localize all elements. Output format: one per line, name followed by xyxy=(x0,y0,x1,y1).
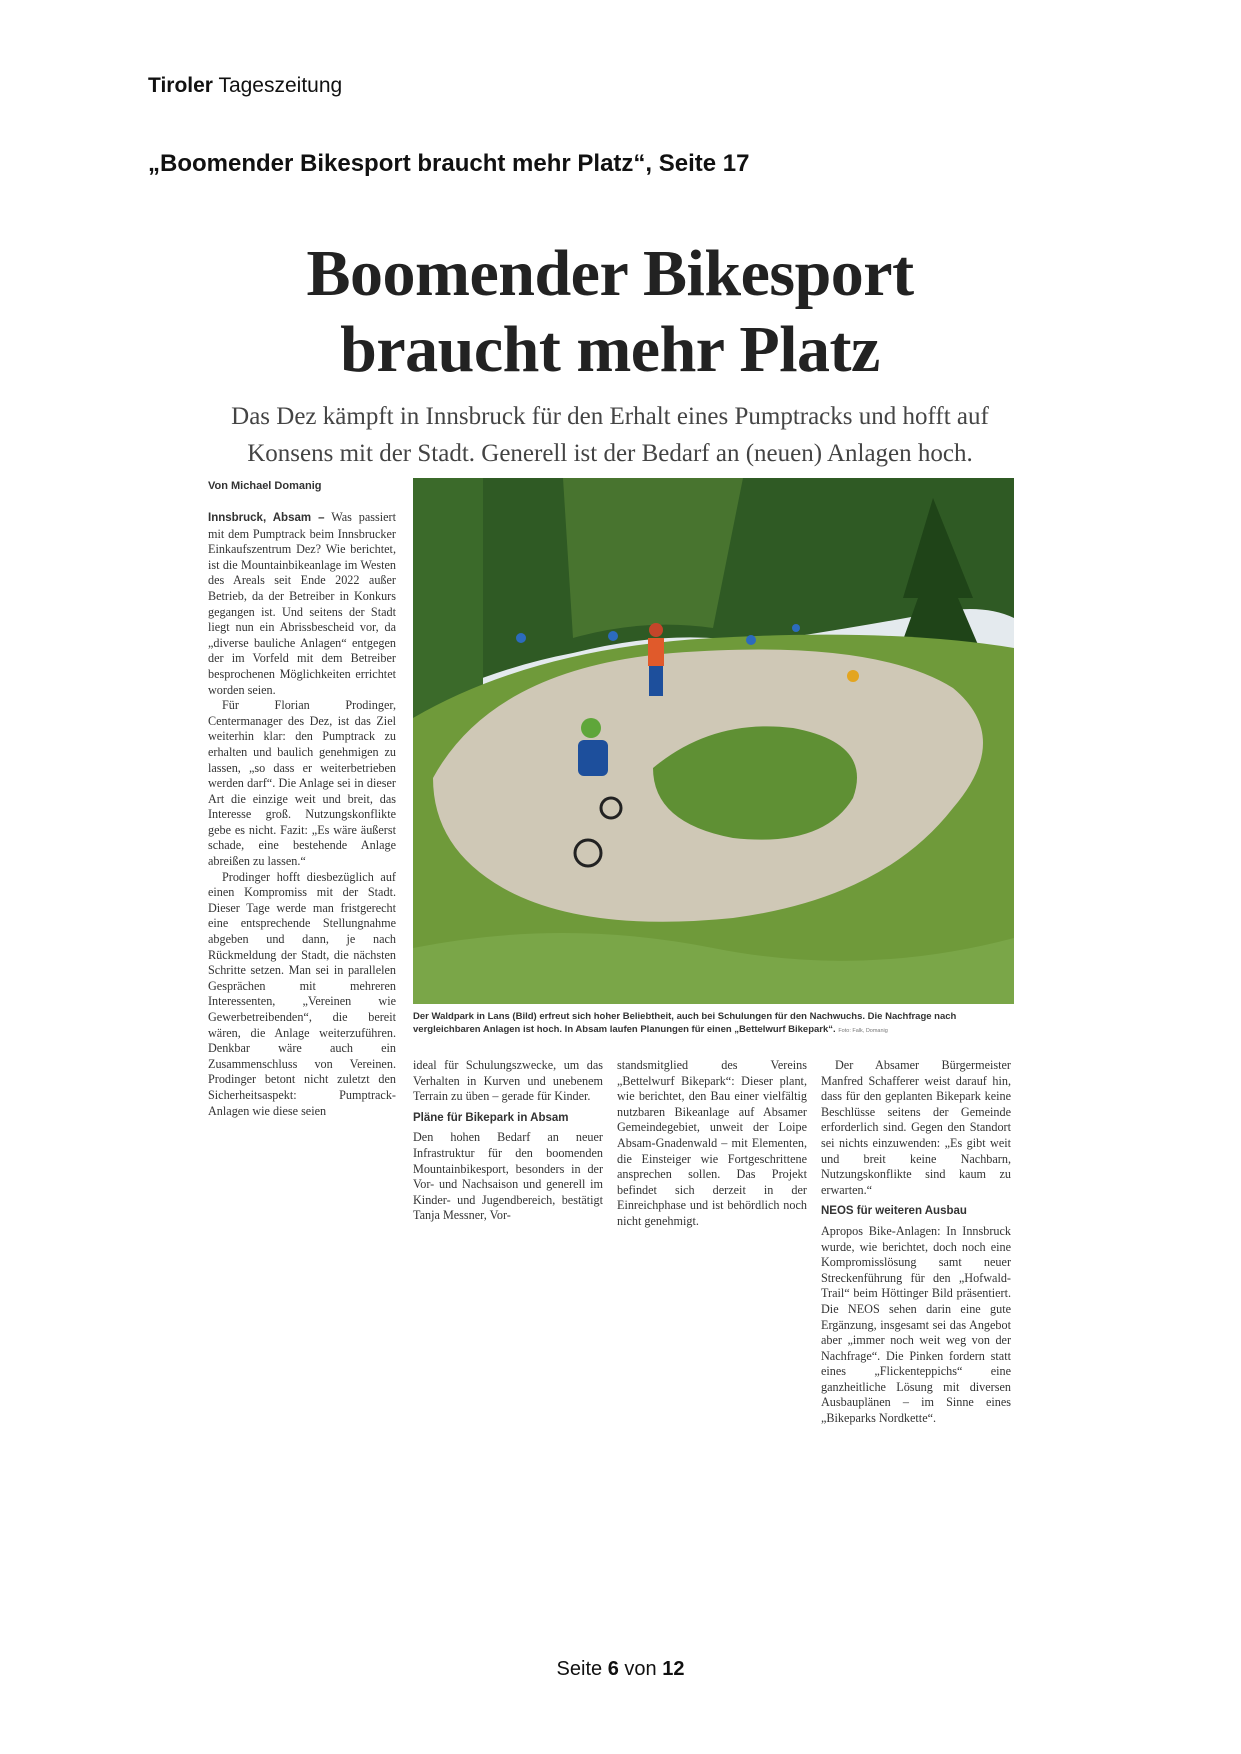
clip-title: „Boomender Bikesport braucht mehr Platz“, Seite 17 xyxy=(148,150,750,177)
headline-line-1: Boomender Bikesport xyxy=(306,237,914,310)
article-headline xyxy=(200,236,1020,388)
page-number-middle: von xyxy=(624,1658,657,1680)
page-number-total: 12 xyxy=(662,1658,685,1680)
article-subhead xyxy=(200,398,1020,472)
byline: Von Michael Domanig xyxy=(208,480,322,492)
subheading-bikepark-absam: Pläne für Bikepark in Absam xyxy=(413,1111,569,1124)
photo-caption xyxy=(413,1010,1014,1038)
subhead-line-1: Das Dez kämpft in Innsbruck für den Erhalt eines Pumptracks und hofft auf xyxy=(231,403,989,430)
article-column-4 xyxy=(821,1058,1011,1427)
page-number-prefix: Seite xyxy=(556,1658,603,1680)
page-number xyxy=(0,1658,1241,1681)
column-4-paragraph-2: Apropos Bike-Anlagen: In Innsbruck wurde, wie berichtet, doch noch eine Kompromisslösung samt neuer Streckenführung für den „Hofwald-Trail“ beim Höttinger Bild präsentiert. Die NEOS sehen darin eine gute Ergänzung, insgesamt sei das Angebot aber „immer noch weit weg von der Nachfrage“. Die Pinken fordern statt eines „Flickenteppichs“ eine ganzheitliche Lösung mit diversen Ausbauplänen – im Sinne eines „Bikeparks Nordkette“. xyxy=(821,1223,1011,1426)
caption-text: Der Waldpark in Lans (Bild) erfreut sich hoher Beliebtheit, auch bei Schulungen für den Nachwuchs. Die Nachfrage nach vergleichbaren Anlagen ist hoch. In Absam laufen Planungen für einen „Bettelwurf Bikepark“. xyxy=(413,1011,957,1035)
column-3-paragraph-1: standsmitglied des Vereins „Bettelwurf Bikepark“: Dieser plant, wie berichtet, den Bau einer vielfältig nutzbaren Bikeanlage auf Absamer Gemeindegebiet, unweit der Loipe Absam-Gnadenwald – mit Elementen, die Einsteiger wie Fortgeschrittene ansprechen sollen. Das Projekt befindet sich derzeit in der Einreichphase und ist behördlich noch nicht genehmigt. xyxy=(617,1058,807,1228)
column-1-paragraph-2: Für Florian Prodinger, Centermanager des Dez, ist das Ziel weiterhin klar: den Pumptrack zu erhalten und baulich genehmigen zu lassen, „so dass er weiterbetrieben werden darf“. Die Anlage sei in dieser Art die einzige weit und breit, das Interesse groß. Nutzungskonflikte gebe es nicht. Fazit: „Es wäre äußerst schade, eine bestehende Anlage abreißen zu lassen.“ xyxy=(208,698,396,869)
publication-name-rest: Tageszeitung xyxy=(218,74,343,97)
subheading-neos: NEOS für weiteren Ausbau xyxy=(821,1205,967,1218)
bike-park-photo xyxy=(413,478,1014,1004)
photo-credit: Foto: Falk, Domanig xyxy=(838,1028,888,1034)
column-4-paragraph-1: Der Absamer Bürgermeister Manfred Schafferer weist darauf hin, dass für den geplanten Bikepark keine Beschlüsse seitens der Gemeinde erforderlich sind. Gegen den Standort sei nichts einzuwenden: „Es gibt weit und breit keine Nachbarn, Nutzungskonflikte sind kaum zu erwarten.“ xyxy=(821,1058,1011,1197)
page-number-current: 6 xyxy=(607,1658,619,1680)
article-photo xyxy=(413,478,1014,1004)
column-1-paragraph-1: Was passiert mit dem Pumptrack beim Innsbrucker Einkaufszentrum Dez? Wie berichtet, ist die Mountainbikeanlage im Westen des Areals seit Ende 2022 außer Betrieb, da der Betreiber in Konkurs gegangen ist. Und seitens der Stadt liegt nun ein Abrissbescheid vor, da „diverse bauliche Anlagen“ entgegen der im Vorfeld mit dem Betreiber besprochenen Möglichkeiten errichtet worden seien. xyxy=(208,510,396,697)
column-1-paragraph-3: Prodinger hofft diesbezüglich auf einen Kompromiss mit der Stadt. Dieser Tage werde man fristgerecht eine entsprechende Stellungnahme abgeben und dann, je nach Rückmeldung der Stadt, die nächsten Schritte setzen. Man sei in parallelen Gesprächen mit mehreren Interessenten, „Vereinen wie Gewerbetreibenden“, die bereit wären, die Anlage weiterzuführen. Denkbar wäre auch ein Zusammenschluss von Vereinen. Prodinger betont nicht zuletzt den Sicherheitsaspekt: Pumptrack-Anlagen wie diese seien xyxy=(208,869,396,1118)
publication-name-bold: Tiroler xyxy=(148,74,213,97)
article-column-2 xyxy=(413,1058,603,1224)
subhead-line-2: Konsens mit der Stadt. Generell ist der Bedarf an (neuen) Anlagen hoch. xyxy=(247,440,973,467)
article-column-3 xyxy=(617,1058,807,1230)
dateline: Innsbruck, Absam – xyxy=(208,512,325,524)
column-2-paragraph-1: ideal für Schulungszwecke, um das Verhalten in Kurven und unebenem Terrain zu üben – gerade für Kinder. xyxy=(413,1058,603,1104)
publication-name xyxy=(148,74,342,98)
column-2-paragraph-2: Den hohen Bedarf an neuer Infrastruktur für den boomenden Mountainbikesport, besonders in der Vor- und Nachsaison und generell im Kinder- und Jugendbereich, bestätigt Tanja Messner, Vor- xyxy=(413,1130,603,1223)
headline-line-2: braucht mehr Platz xyxy=(340,313,880,386)
article-column-1 xyxy=(208,510,396,1119)
photo-rider-instructor xyxy=(648,623,664,696)
